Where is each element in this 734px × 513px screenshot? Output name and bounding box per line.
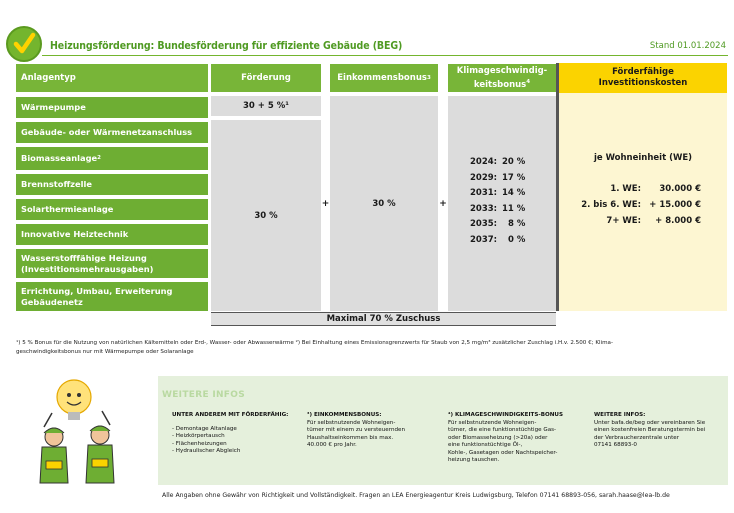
info-title: WEITERE INFOS <box>162 390 245 400</box>
row-label-gebaeudenetz: Errichtung, Umbau, Erweiterung Gebäudenetz <box>16 281 208 311</box>
footnotes: ¹) 5 % Bonus für die Nutzung von natürlichen Kältemitteln oder Erd-, Wasser- oder Abwasserwärme ²) Bei Einhaltung eines Emissionsgrenzwerts für Staub von 2,5 mg/m³ zusätzlicher Zuschlag i.H.v. 2.500 €; Klima- geschwindigkeitsbonus nur mit Wärmepumpe oder Solaranlage <box>16 340 614 355</box>
kosten-list <box>559 181 727 229</box>
kosten-row: 7+ WE: + 8.000 € <box>606 216 701 226</box>
foerderung-waermepumpe: 30 + 5 %¹ <box>211 96 321 116</box>
info-col-weitere: WEITERE INFOS: Unter bafa.de/beg oder vereinbaren Sie einen kostenfreien Beratungstermin bei der Verbraucherzentrale unter 07141 68893-0 <box>594 412 706 448</box>
page-title: Heizungsförderung: Bundesförderung für effiziente Gebäude (BEG) <box>50 40 403 52</box>
plus-sign: + <box>439 199 447 209</box>
einkommensbonus-value: 30 % <box>330 96 438 311</box>
col-header-investitionskosten: Förderfähige Investitionskosten <box>559 63 727 93</box>
row-label-biomasse: Biomasseanlage 2 <box>16 146 208 170</box>
row-label-brennstoffzelle: Brennstoffzelle <box>16 173 208 195</box>
klimabonus-cell <box>448 96 556 311</box>
kosten-title: je Wohneinheit (WE) <box>593 153 693 163</box>
info-col-einkommensbonus: ³) EINKOMMENSBONUS: Für selbstnutzende Wohneigen- tümer mit einem zu versteuernden Haushaltseinkommen bis max. 40.000 € pro Jahr. <box>307 412 406 448</box>
col-header-einkommensbonus: Einkommensbonus 3 <box>330 64 438 92</box>
info-col-foerderfaehig: UNTER ANDEREM MIT FÖRDERFÄHIG: - Demontage Altanlage - Heizkörpertausch - Flächenheizungen - Hydraulischer Abgleich <box>172 412 289 454</box>
investitionskosten-cell <box>559 93 727 311</box>
klima-row: 2031: 14 % <box>470 188 526 198</box>
kosten-row: 2. bis 6. WE: + 15.000 € <box>581 200 701 210</box>
header-divider <box>42 55 728 56</box>
col-header-anlagentyp: Anlagentyp <box>16 64 208 92</box>
disclaimer: Alle Angaben ohne Gewähr von Richtigkeit und Vollständigkeit. Fragen an LEA Energieagentur Kreis Ludwigsburg, Telefon 07141 68893-056, sarah.haase@lea-lb.de <box>162 492 670 499</box>
col-header-klimabonus: Klimageschwindig- keitsbonus$^4$ <box>448 64 556 92</box>
row-label-waermepumpe: Wärmepumpe <box>16 96 208 118</box>
date-stamp: Stand 01.01.2024 <box>649 41 726 51</box>
klima-row: 2037: 0 % <box>470 234 526 245</box>
klima-row: 2029: 17 % <box>470 172 526 183</box>
klima-row: 2024: 20 % <box>470 157 526 167</box>
klimabonus-list <box>470 155 525 248</box>
kosten-row: 1. WE: 30.000 € <box>610 184 701 194</box>
check-icon <box>6 26 42 62</box>
row-label-innovative: Innovative Heiztechnik <box>16 223 208 245</box>
plus-sign: + <box>321 199 330 209</box>
col-header-foerderung: Förderung <box>211 64 321 92</box>
row-label-solarthermie: Solarthermieanlage <box>16 198 208 220</box>
maximal-zuschuss: Maximal 70 % Zuschuss <box>211 312 556 326</box>
row-label-wasserstoff: Wasserstofffähige Heizung (Investitionsmehrausgaben) <box>16 248 208 278</box>
klima-row: 2035: 8 % <box>470 219 526 229</box>
klima-row: 2033: 11 % <box>470 203 526 214</box>
mascot-illustration <box>16 375 156 491</box>
row-label-gebaeudeanschluss: Gebäude- oder Wärmenetzanschluss <box>16 121 208 143</box>
info-col-klimabonus: ⁴) KLIMAGESCHWINDIGKEITS-BONUS Für selbstnutzende Wohneigen- tümer, die eine funktionstüchtige Gas- oder Biomasseheizung (>20a) oder eine funktionstüchtige Öl-, Kohle-, Gasetagen oder Nachtspeicher- heizung tauschen. <box>448 412 563 463</box>
foerderung-value: 30 % <box>211 120 321 311</box>
